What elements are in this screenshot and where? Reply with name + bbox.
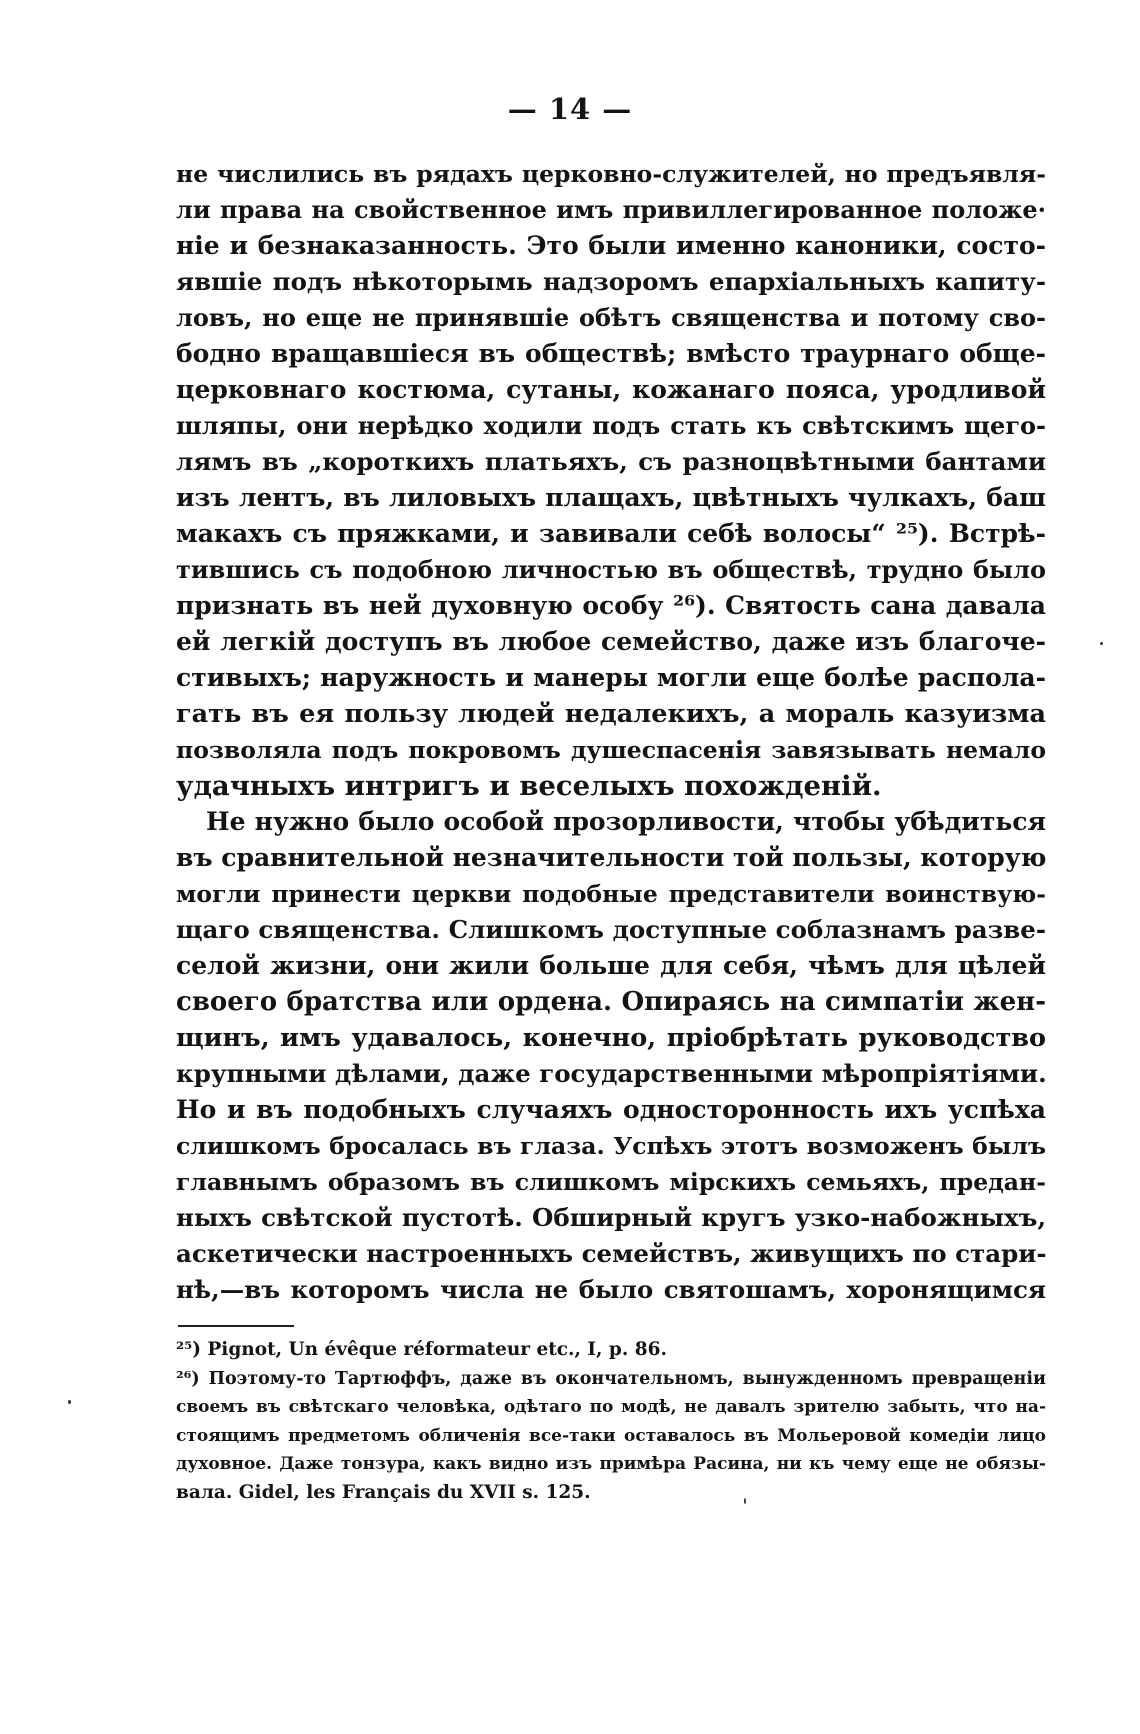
text-line: изъ лентъ, въ лиловыхъ плащахъ, цвѣтныхъ чулкахъ, баш bbox=[176, 483, 1046, 512]
footnote-line: своемъ въ свѣтскаго человѣка, одѣтаго по модѣ, не давалъ зрителю забыть, что на- bbox=[176, 1397, 1046, 1417]
footnotes bbox=[176, 1336, 1046, 1507]
text-line: макахъ съ пряжками, и завивали себѣ волосы“ ²⁵). Встрѣ- bbox=[176, 519, 1046, 548]
text-line: бодно вращавшiеся въ обществѣ; вмѣсто траурнаго обще- bbox=[176, 339, 1046, 368]
paragraph-start-line: Не нужно было особой прозорливости, чтобы убѣдиться bbox=[206, 807, 1046, 836]
text-line: главнымъ образомъ въ слишкомъ мiрскихъ семьяхъ, предан- bbox=[176, 1168, 1046, 1196]
text-line: крупными дѣлами, даже государственными мѣропрiятiями. bbox=[176, 1059, 1047, 1088]
text-line: явшiе подъ нѣкоторымь надзоромъ епархiальныхъ капиту- bbox=[176, 267, 1046, 296]
text-line: ловъ, но еще не принявшiе обѣтъ священства и потому сво- bbox=[176, 303, 1046, 332]
text-line: гать въ ея пользу людей недалекихъ, а мораль казуизма bbox=[176, 699, 1046, 729]
text-line: селой жизни, они жили больше для себя, чѣмъ для цѣлей bbox=[176, 951, 1046, 980]
text-line: тившись съ подобною личностью въ обществѣ, трудно было bbox=[176, 555, 1046, 584]
text-line: могли принести церкви подобные представители воинствую- bbox=[176, 880, 1046, 908]
footnote-line: стоящимъ предметомъ обличенiя все-таки оставалось въ Мольеровой комедiи лицо bbox=[176, 1425, 1046, 1446]
print-speck bbox=[1100, 642, 1103, 645]
footnote-line: вала. Gidel, les Français du XVII s. 125. bbox=[176, 1481, 591, 1503]
page-number: — 14 — bbox=[507, 92, 633, 126]
text-line: нѣ,—въ которомъ числа не было святошамъ, хоронящимся bbox=[176, 1275, 1046, 1304]
text-line: слишкомъ бросалась въ глаза. Успѣхъ этотъ возможенъ былъ bbox=[176, 1132, 1046, 1160]
text-line: въ сравнительной незначительности той пользы, которую bbox=[176, 843, 1047, 872]
text-line: аскетически настроенныхъ семействъ, живущихъ по стари- bbox=[176, 1239, 1047, 1268]
text-line: своего братства или ордена. Опираясь на симпатiи жен- bbox=[176, 987, 1046, 1017]
text-line: нiе и безнаказанность. Это были именно каноники, состо- bbox=[176, 231, 1046, 260]
text-line: щинъ, имъ удавалось, конечно, прiобрѣтать руководство bbox=[176, 1023, 1046, 1053]
text-line: удачныхъ интригъ и веселыхъ похожденiй. bbox=[176, 770, 882, 802]
text-line: ли права на свойственное имъ привиллегированное положе· bbox=[176, 195, 1046, 224]
text-line: ныхъ свѣтской пустотѣ. Обширный кругъ узко-набожныхъ, bbox=[176, 1203, 1046, 1232]
body-text bbox=[176, 156, 1046, 1308]
text-line: лямъ въ „короткихъ платьяхъ, съ разноцвѣтными бантами bbox=[176, 447, 1046, 476]
text-line: стивыхъ; наружность и манеры могли еще болѣе распола- bbox=[176, 663, 1046, 692]
text-line: щаго священства. Слишкомъ доступные соблазнамъ разве- bbox=[176, 915, 1046, 944]
text-line: признать въ ней духовную особу ²⁶). Святость сана давала bbox=[176, 591, 1046, 620]
text-line: позволяла подъ покровомъ душеспасенiя завязывать немало bbox=[176, 736, 1046, 764]
text-line: Но и въ подобныхъ случаяхъ односторонность ихъ успѣха bbox=[176, 1095, 1046, 1124]
footnote-26: ²⁶) Поэтому-то Тартюффъ, даже въ окончательномъ, вынужденномъ превращенiи bbox=[176, 1368, 1046, 1389]
footnote-divider bbox=[178, 1325, 294, 1327]
print-speck bbox=[68, 1400, 71, 1404]
text-line: не числились въ рядахъ церковно-служителей, но предъявля- bbox=[176, 160, 1046, 188]
print-speck bbox=[744, 1498, 746, 1504]
text-line: церковнаго костюма, сутаны, кожанаго пояса, уродливой bbox=[176, 375, 1046, 404]
text-line: ей легкiй доступъ въ любое семейство, даже изъ благоче- bbox=[176, 627, 1046, 656]
footnote-line: духовное. Даже тонзура, какъ видно изъ примѣра Расина, ни къ чему еще не обязы- bbox=[176, 1454, 1046, 1474]
footnote-25: ²⁵) Pignot, Un évêque réformateur etc., I, p. 86. bbox=[176, 1339, 667, 1360]
text-line: шляпы, они нерѣдко ходили подъ стать къ свѣтскимъ щего- bbox=[176, 411, 1046, 440]
